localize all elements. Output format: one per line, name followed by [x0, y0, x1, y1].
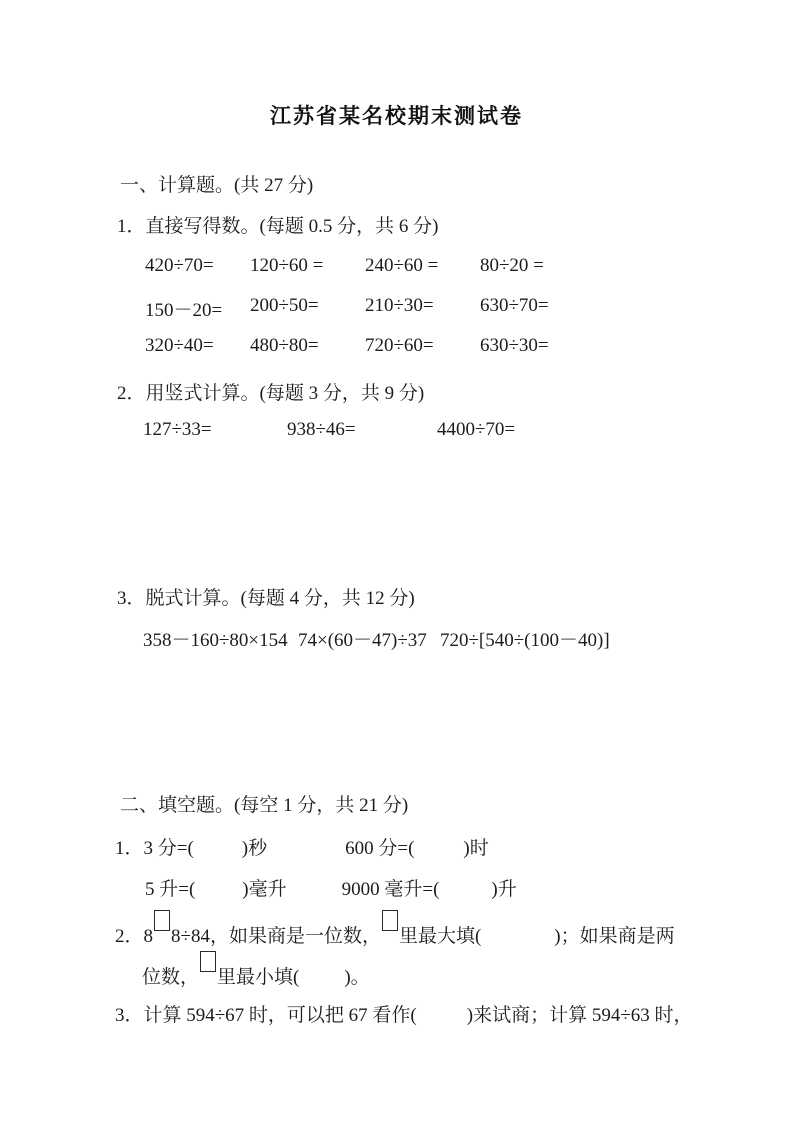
fill-blank-segment: 5 升=(: [145, 879, 196, 900]
oral-calc-row: [145, 295, 705, 321]
fill-blank-segment: )来试商；计算 594÷63 时，: [466, 1005, 693, 1026]
fill-blank-segment: 里最小填(: [217, 967, 300, 988]
fill-blank-segment: )毫升: [242, 879, 287, 900]
stepwise-calc-problem: 720÷[540÷(100－40)]: [440, 630, 610, 651]
oral-calc-cell: 120÷60 =: [250, 255, 324, 276]
oral-calc-cell: 210÷30=: [365, 295, 434, 316]
fill-blank-segment: 3．计算 594÷67 时，可以把 67 看作(: [115, 1005, 417, 1026]
fill-blank-segment: 里最大填(: [398, 926, 482, 947]
q1-label: 1．直接写得数。(每题 0.5 分，共 6 分): [117, 216, 439, 237]
fill-blank-segment: 9000 毫升=(: [341, 879, 440, 900]
stepwise-calc-row: [143, 625, 763, 651]
vertical-calc-problem: 127÷33=: [143, 419, 212, 440]
paper-title: 江苏省某名校期末测试卷: [270, 104, 523, 128]
fill-blank-segment: 1．3 分=(: [115, 838, 194, 859]
oral-calc-cell: 420÷70=: [145, 255, 214, 276]
fill-blank-segment: )时: [463, 838, 489, 859]
section-1-heading: 一、计算题。(共 27 分): [120, 175, 314, 196]
blank-box: [200, 951, 216, 972]
oral-calc-cell: 320÷40=: [145, 335, 214, 356]
blank-box: [154, 910, 170, 931]
fill-blank-segment: 位数，: [142, 967, 200, 988]
fill-blank-line: [115, 833, 489, 859]
stepwise-calc-problem: 358－160÷80×154: [143, 630, 288, 651]
fill-blank-line: [145, 874, 517, 900]
fill-blank-segment: )。: [344, 967, 370, 988]
oral-calc-row: [145, 255, 705, 281]
oral-calc-cell: 150－20=: [145, 300, 223, 321]
vertical-calc-row: [143, 419, 743, 445]
oral-calc-cell: 80÷20 =: [480, 255, 544, 276]
oral-calc-cell: 200÷50=: [250, 295, 319, 316]
oral-calc-cell: 720÷60=: [365, 335, 434, 356]
stepwise-calc-problem: 74×(60－47)÷37: [298, 630, 427, 651]
fill-blank-segment: )秒: [241, 838, 268, 859]
fill-blank-segment: 8÷84，如果商是一位数，: [171, 926, 381, 947]
fill-blank-line: [142, 962, 370, 988]
oral-calc-cell: 630÷30=: [480, 335, 549, 356]
q2-label: 2．用竖式计算。(每题 3 分，共 9 分): [117, 383, 425, 404]
blank-box: [382, 910, 398, 931]
oral-calc-row: [145, 335, 705, 361]
oral-calc-cell: 630÷70=: [480, 295, 549, 316]
section-2-heading: 二、填空题。(每空 1 分，共 21 分): [120, 795, 409, 816]
oral-calc-cell: 240÷60 =: [365, 255, 439, 276]
oral-calc-cell: 480÷80=: [250, 335, 319, 356]
fill-blank-segment: 2．8: [115, 926, 154, 947]
vertical-calc-problem: 938÷46=: [287, 419, 356, 440]
vertical-calc-problem: 4400÷70=: [437, 419, 516, 440]
q3-label: 3．脱式计算。(每题 4 分，共 12 分): [117, 588, 415, 609]
fill-blank-segment: )升: [491, 879, 517, 900]
fill-blank-line: [115, 921, 675, 947]
fill-blank-segment: 600 分=(: [345, 838, 415, 859]
fill-blank-segment: )；如果商是两: [554, 926, 675, 947]
fill-blank-line: [115, 1000, 693, 1026]
